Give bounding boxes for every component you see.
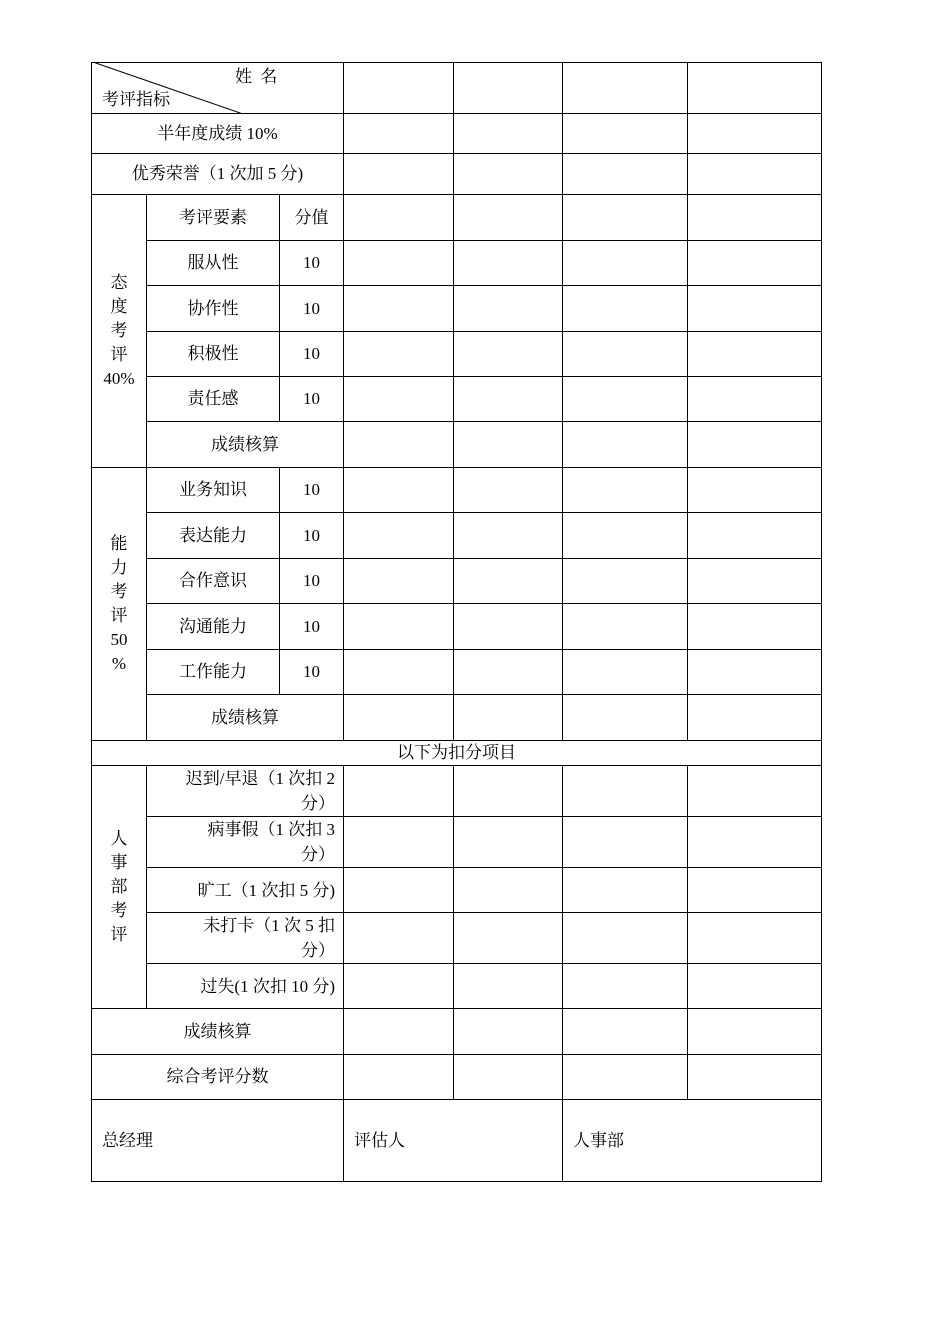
input-cell[interactable] — [454, 286, 563, 332]
input-cell[interactable] — [344, 513, 454, 559]
input-cell[interactable] — [688, 868, 822, 913]
input-cell[interactable] — [688, 513, 822, 559]
input-cell[interactable] — [563, 241, 688, 286]
input-cell[interactable] — [454, 604, 563, 650]
hr-item-line: 分） — [301, 845, 336, 864]
attitude-item-score: 10 — [280, 377, 344, 422]
input-cell[interactable] — [563, 964, 688, 1009]
input-cell[interactable] — [688, 332, 822, 377]
input-cell[interactable] — [688, 1055, 822, 1100]
input-cell[interactable] — [563, 377, 688, 422]
name-header: 姓 名 — [235, 67, 280, 86]
hr-section-label — [92, 766, 147, 1009]
attitude-subtotal-label: 成绩核算 — [147, 422, 344, 468]
indicator-header: 考评指标 — [102, 90, 170, 109]
section-char: 态 — [110, 273, 128, 292]
input-cell[interactable] — [344, 332, 454, 377]
input-cell[interactable] — [688, 377, 822, 422]
input-cell[interactable] — [563, 559, 688, 604]
hr-item-absent — [147, 868, 344, 913]
input-cell[interactable] — [344, 286, 454, 332]
honor-label: 优秀荣誉（1 次加 5 分) — [92, 154, 344, 195]
attitude-item-score: 10 — [280, 286, 344, 332]
attitude-item-label: 协作性 — [147, 286, 280, 332]
hr-item-line: 迟到/早退（1 次扣 2 — [185, 769, 336, 788]
input-cell[interactable] — [454, 468, 563, 513]
input-cell[interactable] — [344, 913, 454, 964]
signature-hr[interactable] — [563, 1100, 822, 1182]
input-cell[interactable] — [344, 422, 454, 468]
ability-item-label: 表达能力 — [147, 513, 280, 559]
attitude-item-label: 责任感 — [147, 377, 280, 422]
input-cell[interactable] — [344, 559, 454, 604]
section-char: 考 — [110, 582, 128, 601]
signature-gm-label: 总经理 — [102, 1130, 153, 1150]
input-cell[interactable] — [344, 1055, 454, 1100]
input-cell[interactable] — [563, 468, 688, 513]
evaluation-form — [91, 62, 821, 1182]
section-char: 度 — [110, 297, 128, 316]
ability-item-score: 10 — [280, 559, 344, 604]
hr-item-line: 未打卡（1 次 5 扣 — [203, 916, 336, 935]
signature-evaluator-label: 评估人 — [354, 1130, 406, 1150]
input-cell[interactable] — [688, 154, 822, 195]
section-char: 人 — [110, 829, 128, 848]
input-cell[interactable] — [563, 1009, 688, 1055]
section-char: % — [111, 654, 127, 673]
input-cell[interactable] — [688, 650, 822, 695]
signature-evaluator[interactable] — [344, 1100, 563, 1182]
input-cell[interactable] — [688, 241, 822, 286]
input-cell[interactable] — [344, 154, 454, 195]
ability-section-label — [92, 468, 147, 741]
input-cell[interactable] — [563, 650, 688, 695]
input-cell[interactable] — [688, 422, 822, 468]
signature-hr-label: 人事部 — [573, 1130, 625, 1150]
input-cell[interactable] — [344, 964, 454, 1009]
input-cell[interactable] — [344, 766, 454, 817]
employee-3-name[interactable] — [563, 63, 688, 114]
attitude-item-label: 积极性 — [147, 332, 280, 377]
section-char: 能 — [110, 534, 128, 553]
input-cell[interactable] — [454, 868, 563, 913]
input-cell[interactable] — [563, 286, 688, 332]
input-cell[interactable] — [688, 964, 822, 1009]
hr-item-line: 分） — [301, 941, 336, 960]
hr-item-line: 分） — [301, 794, 336, 813]
total-score-label: 综合考评分数 — [92, 1055, 344, 1100]
input-cell[interactable] — [563, 913, 688, 964]
attitude-item-label: 服从性 — [147, 241, 280, 286]
ability-item-label: 业务知识 — [147, 468, 280, 513]
input-cell[interactable] — [344, 817, 454, 868]
input-cell[interactable] — [454, 695, 563, 741]
input-cell[interactable] — [688, 817, 822, 868]
input-cell[interactable] — [563, 513, 688, 559]
deduction-banner: 以下为扣分项目 — [92, 741, 822, 766]
input-cell[interactable] — [454, 114, 563, 154]
ability-item-score: 10 — [280, 513, 344, 559]
input-cell[interactable] — [563, 817, 688, 868]
header-diagonal-cell — [92, 63, 344, 114]
input-cell[interactable] — [454, 332, 563, 377]
input-cell[interactable] — [344, 377, 454, 422]
hr-item-line: 过失(1 次扣 10 分) — [200, 976, 336, 996]
input-cell[interactable] — [563, 604, 688, 650]
input-cell[interactable] — [454, 195, 563, 241]
col-score-header: 分值 — [280, 195, 344, 241]
input-cell[interactable] — [563, 1055, 688, 1100]
ability-subtotal-label: 成绩核算 — [147, 695, 344, 741]
input-cell[interactable] — [688, 114, 822, 154]
attitude-item-score: 10 — [280, 332, 344, 377]
hr-item-fault — [147, 964, 344, 1009]
attitude-item-score: 10 — [280, 241, 344, 286]
input-cell[interactable] — [344, 195, 454, 241]
ability-item-label: 工作能力 — [147, 650, 280, 695]
input-cell[interactable] — [454, 964, 563, 1009]
input-cell[interactable] — [454, 817, 563, 868]
section-char: 50 — [110, 630, 128, 649]
input-cell[interactable] — [563, 422, 688, 468]
input-cell[interactable] — [563, 868, 688, 913]
input-cell[interactable] — [344, 114, 454, 154]
input-cell[interactable] — [454, 559, 563, 604]
section-char: 评 — [110, 345, 128, 364]
input-cell[interactable] — [344, 468, 454, 513]
employee-2-name[interactable] — [454, 63, 563, 114]
section-char: 部 — [110, 877, 128, 896]
ability-item-label: 合作意识 — [147, 559, 280, 604]
input-cell[interactable] — [454, 1055, 563, 1100]
half-year-label: 半年度成绩 10% — [92, 114, 344, 154]
input-cell[interactable] — [344, 1009, 454, 1055]
hr-item-line: 旷工（1 次扣 5 分) — [197, 880, 336, 900]
input-cell[interactable] — [688, 1009, 822, 1055]
hr-item-late — [147, 766, 344, 817]
input-cell[interactable] — [454, 913, 563, 964]
input-cell[interactable] — [563, 195, 688, 241]
attitude-section-label — [92, 195, 147, 468]
input-cell[interactable] — [563, 332, 688, 377]
input-cell[interactable] — [688, 766, 822, 817]
section-char: 力 — [110, 558, 128, 577]
col-element-header: 考评要素 — [147, 195, 280, 241]
hr-item-leave — [147, 817, 344, 868]
input-cell[interactable] — [454, 650, 563, 695]
employee-4-name[interactable] — [688, 63, 822, 114]
input-cell[interactable] — [563, 114, 688, 154]
input-cell[interactable] — [454, 377, 563, 422]
input-cell[interactable] — [688, 604, 822, 650]
employee-1-name[interactable] — [344, 63, 454, 114]
input-cell[interactable] — [344, 695, 454, 741]
ability-item-score: 10 — [280, 604, 344, 650]
section-char: 评 — [110, 606, 128, 625]
section-char: 40% — [103, 369, 135, 388]
input-cell[interactable] — [344, 650, 454, 695]
input-cell[interactable] — [563, 154, 688, 195]
input-cell[interactable] — [688, 195, 822, 241]
hr-subtotal-label: 成绩核算 — [92, 1009, 344, 1055]
hr-item-line: 病事假（1 次扣 3 — [207, 820, 336, 839]
section-char: 事 — [110, 853, 128, 872]
input-cell[interactable] — [454, 1009, 563, 1055]
input-cell[interactable] — [688, 468, 822, 513]
input-cell[interactable] — [454, 154, 563, 195]
input-cell[interactable] — [688, 913, 822, 964]
section-char: 考 — [110, 321, 128, 340]
input-cell[interactable] — [454, 766, 563, 817]
input-cell[interactable] — [454, 513, 563, 559]
signature-gm[interactable] — [92, 1100, 344, 1182]
input-cell[interactable] — [454, 422, 563, 468]
section-char: 考 — [110, 901, 128, 920]
evaluation-table — [91, 62, 822, 1182]
input-cell[interactable] — [454, 241, 563, 286]
ability-item-score: 10 — [280, 468, 344, 513]
input-cell[interactable] — [688, 559, 822, 604]
ability-item-label: 沟通能力 — [147, 604, 280, 650]
input-cell[interactable] — [688, 695, 822, 741]
input-cell[interactable] — [563, 766, 688, 817]
ability-item-score: 10 — [280, 650, 344, 695]
input-cell[interactable] — [344, 241, 454, 286]
input-cell[interactable] — [344, 868, 454, 913]
input-cell[interactable] — [688, 286, 822, 332]
section-char: 评 — [110, 925, 128, 944]
input-cell[interactable] — [344, 604, 454, 650]
hr-item-no-clockin — [147, 913, 344, 964]
input-cell[interactable] — [563, 695, 688, 741]
